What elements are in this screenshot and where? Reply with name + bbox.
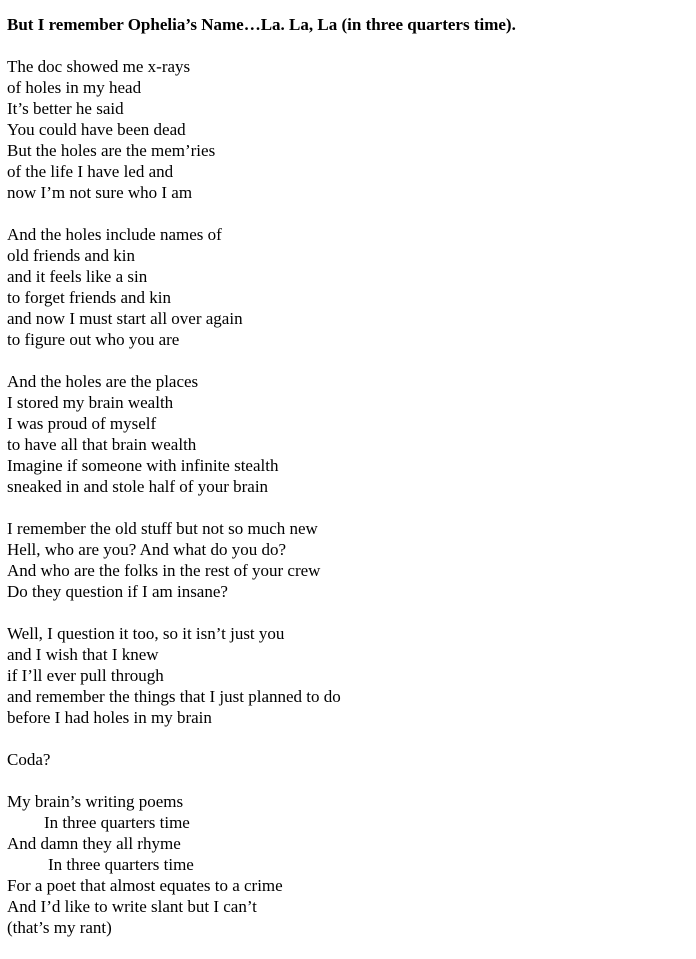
poem-line: And damn they all rhyme xyxy=(7,834,181,853)
poem-line: I was proud of myself xyxy=(7,414,157,433)
poem-line: to figure out who you are xyxy=(7,330,180,349)
poem-line: if I’ll ever pull through xyxy=(7,666,164,685)
poem-line: You could have been dead xyxy=(7,120,186,139)
poem-line: to forget friends and kin xyxy=(7,288,171,307)
poem-line: before I had holes in my brain xyxy=(7,708,212,727)
poem-line: I stored my brain wealth xyxy=(7,393,174,412)
poem-line: And the holes are the places xyxy=(7,372,199,391)
poem-line: It’s better he said xyxy=(7,99,124,118)
document-page xyxy=(7,14,687,959)
poem-line: My brain’s writing poems xyxy=(7,792,184,811)
coda-heading: Coda? xyxy=(7,750,51,769)
stanza-coda-heading xyxy=(7,749,687,770)
poem-line: But the holes are the mem’ries xyxy=(7,141,216,160)
poem-line: and now I must start all over again xyxy=(7,309,243,328)
poem-line: of the life I have led and xyxy=(7,162,174,181)
poem-line: For a poet that almost equates to a crime xyxy=(7,876,283,895)
poem-line: The doc showed me x-rays xyxy=(7,57,191,76)
stanza-1 xyxy=(7,56,687,203)
poem-line: to have all that brain wealth xyxy=(7,435,197,454)
stanza-2 xyxy=(7,224,687,350)
poem-line: (that’s my rant) xyxy=(7,918,112,937)
poem-title: But I remember Ophelia’s Name…La. La, La (in three quarters time). xyxy=(7,15,516,34)
poem-line: old friends and kin xyxy=(7,246,135,265)
poem-line: And the holes include names of xyxy=(7,225,222,244)
poem-line: sneaked in and stole half of your brain xyxy=(7,477,269,496)
poem-line: I remember the old stuff but not so much new xyxy=(7,519,318,538)
poem-line: Hell, who are you? And what do you do? xyxy=(7,540,287,559)
poem-line: Do they question if I am insane? xyxy=(7,582,228,601)
stanza-coda xyxy=(7,791,687,938)
stanza-3 xyxy=(7,371,687,497)
stanza-4 xyxy=(7,518,687,602)
poem-line-indented: In three quarters time xyxy=(44,813,190,832)
poem-line: of holes in my head xyxy=(7,78,142,97)
poem-line-indented: In three quarters time xyxy=(48,855,194,874)
poem-line: And I’d like to write slant but I can’t xyxy=(7,897,257,916)
poem-line: And who are the folks in the rest of your crew xyxy=(7,561,321,580)
stanza-5 xyxy=(7,623,687,728)
poem-line: Imagine if someone with infinite stealth xyxy=(7,456,279,475)
poem-line: and I wish that I knew xyxy=(7,645,159,664)
poem-line: and remember the things that I just planned to do xyxy=(7,687,341,706)
poem-line: now I’m not sure who I am xyxy=(7,183,193,202)
poem-line: and it feels like a sin xyxy=(7,267,148,286)
poem-line: Well, I question it too, so it isn’t just you xyxy=(7,624,285,643)
